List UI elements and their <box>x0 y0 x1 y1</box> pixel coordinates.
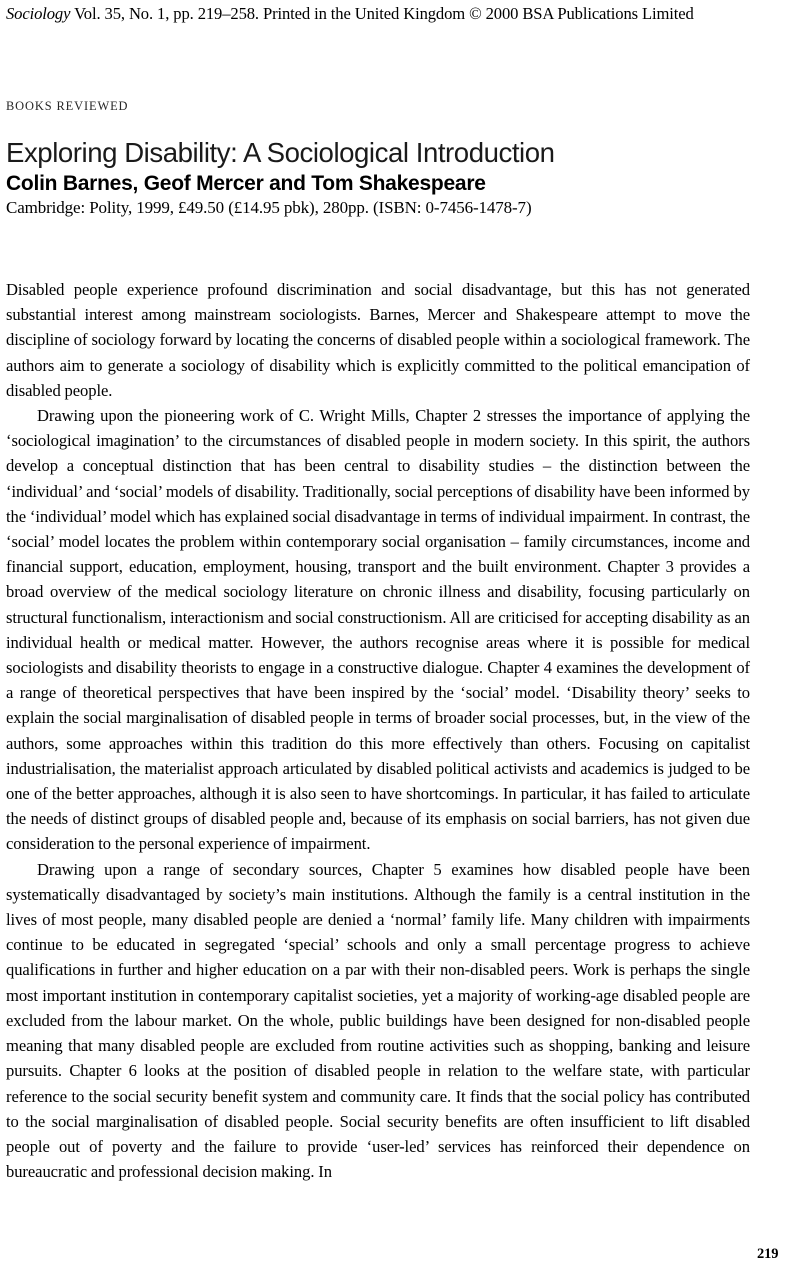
section-label-books-reviewed: BOOKS REVIEWED <box>6 99 129 113</box>
journal-name: Sociology <box>6 4 71 23</box>
page-number: 219 <box>757 1246 779 1262</box>
body-paragraph: Drawing upon a range of secondary sources, Chapter 5 examines how disabled people have been systematically disadvantaged by society’s main institutions. Although the family is a central institution in the lives of most people, many disabled people are denied a ‘normal’ family life. Many children with impairments continue to be educated in segregated ‘special’ schools and only a small percentage progress to achieve qualifications in further and higher education on a par with their non-disabled peers. Work is perhaps the single most important institution in contemporary capitalist societies, yet a majority of working-age disabled people are excluded from the labour market. On the whole, public buildings have been designed for non-disabled people meaning that many disabled people are excluded from routine activities such as shopping, banking and leisure pursuits. Chapter 6 looks at the position of disabled people in relation to the welfare state, with particular reference to the social security benefit system and community care. It finds that the social policy has contributed to the social marginalisation of disabled people. Social security benefits are often insufficient to lift disabled people out of poverty and the failure to provide ‘user-led’ services has reinforced their dependence on bureaucratic and professional decision making. In <box>6 859 750 1182</box>
body-paragraph: Disabled people experience profound discrimination and social disadvantage, but this has not generated substantial interest among mainstream sociologists. Barnes, Mercer and Shakespeare attempt to move the discipline of sociology forward by locating the concerns of disabled people within a sociological framework. The authors aim to generate a sociology of disability which is explicitly committed to the political emancipation of disabled people. <box>6 280 750 400</box>
book-authors: Colin Barnes, Geof Mercer and Tom Shakespeare <box>6 172 486 195</box>
book-title: Exploring Disability: A Sociological Introduction <box>6 137 555 168</box>
running-head <box>6 4 794 24</box>
body-paragraph: Drawing upon the pioneering work of C. Wright Mills, Chapter 2 stresses the importance of applying the ‘sociological imagination’ to the circumstances of disabled people in modern society. In this spirit, the authors develop a conceptual distinction that has been central to disability studies – the distinction between the ‘individual’ and ‘social’ models of disability. Traditionally, social perceptions of disability have been informed by the ‘individual’ model which has explained social disadvantage in terms of individual impairment. In contrast, the ‘social’ model locates the problem within contemporary social organisation – family circumstances, income and financial support, education, employment, housing, transport and the built environment. Chapter 3 provides a broad overview of the medical sociology literature on chronic illness and disability, focusing particularly on structural functionalism, interactionism and social constructionism. All are criticised for accepting disability as an individual health or medical matter. However, the authors recognise areas where it is possible for medical sociologists and disability theorists to engage in a constructive dialogue. Chapter 4 examines the development of a range of theoretical perspectives that have been inspired by the ‘social’ model. ‘Disability theory’ seeks to explain the social marginalisation of disabled people in terms of broader social processes, but, in the view of the authors, some approaches within this tradition do this more effectively than others. Focusing on capitalist industrialisation, the materialist approach articulated by disabled political activists and academics is judged to be one of the better approaches, although it is also seen to have shortcomings. In particular, it has failed to articulate the needs of distinct groups of disabled people and, because of its emphasis on social barriers, has not given due consideration to the personal experience of impairment. <box>6 406 750 854</box>
running-head-citation: Vol. 35, No. 1, pp. 219–258. Printed in the United Kingdom © 2000 BSA Publications Limited <box>70 4 694 23</box>
review-body <box>6 277 750 1184</box>
review-heading-block <box>6 136 776 219</box>
book-imprint: Cambridge: Polity, 1999, £49.50 (£14.95 pbk), 280pp. (ISBN: 0-7456-1478-7) <box>6 198 532 217</box>
